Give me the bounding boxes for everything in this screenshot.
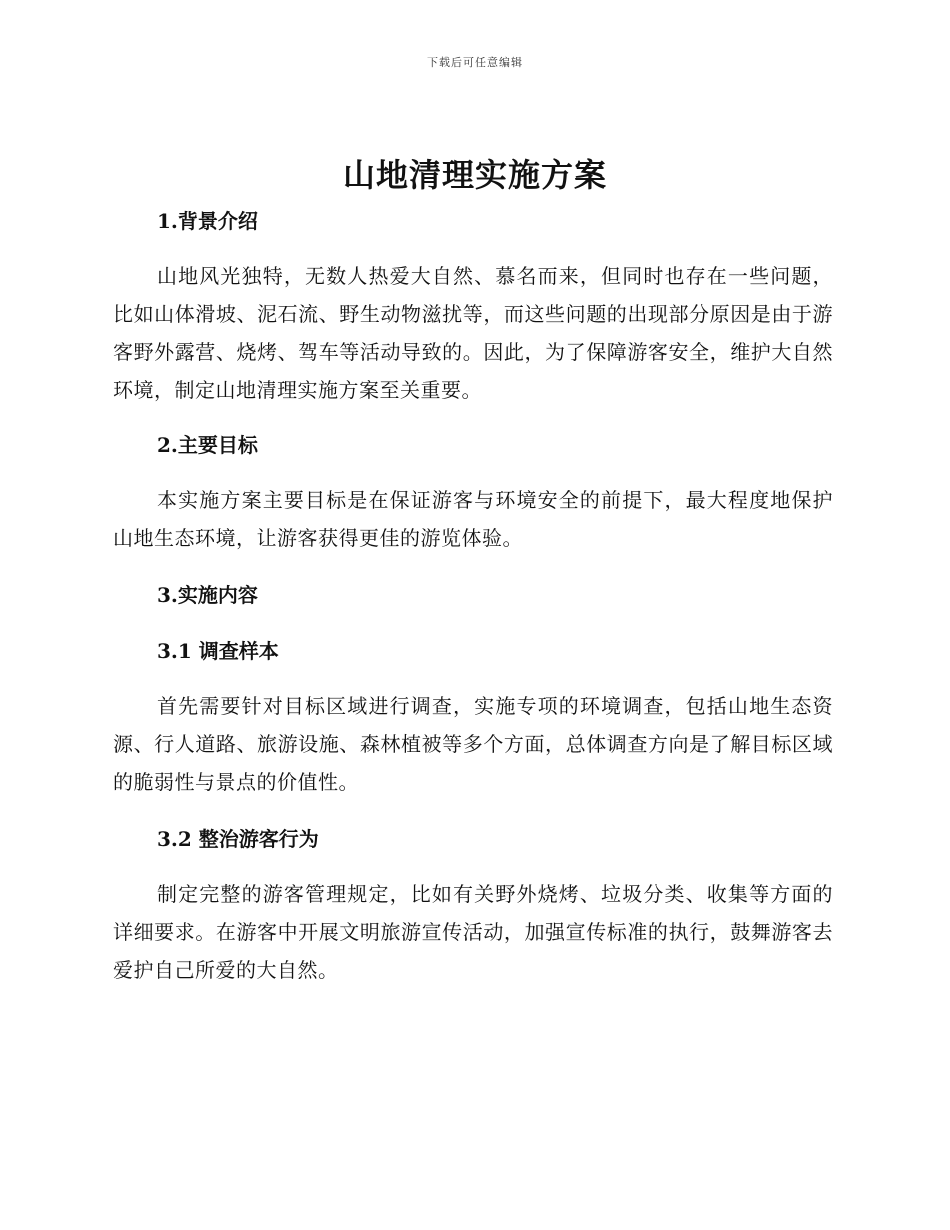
section-heading-background: 1.背景介绍 bbox=[157, 209, 258, 233]
section-heading-visitor-behavior: 3.2 整治游客行为 bbox=[157, 827, 319, 851]
section-heading-survey: 3.1 调查样本 bbox=[157, 639, 279, 663]
section-heading-main-goals: 2.主要目标 bbox=[157, 433, 258, 457]
section-paragraph-survey: 首先需要针对目标区域进行调查，实施专项的环境调查，包括山地生态资源、行人道路、旅游设施、森林植被等多个方面，总体调查方向是了解目标区域的脆弱性与景点的价值性。 bbox=[113, 694, 833, 794]
section-heading-implementation: 3.实施内容 bbox=[157, 583, 258, 607]
section-paragraph-main-goals: 本实施方案主要目标是在保证游客与环境安全的前提下，最大程度地保护山地生态环境，让游客获得更佳的游览体验。 bbox=[113, 488, 833, 550]
document-body bbox=[113, 200, 833, 989]
page-header: 下载后可任意编辑 bbox=[427, 56, 523, 69]
section-paragraph-background: 山地风光独特，无数人热爱大自然、慕名而来，但同时也存在一些问题，比如山体滑坡、泥石流、野生动物滋扰等，而这些问题的出现部分原因是由于游客野外露营、烧烤、驾车等活动导致的。因此，为了保障游客安全，维护大自然环境，制定山地清理实施方案至关重要。 bbox=[113, 264, 833, 402]
section-paragraph-visitor-behavior: 制定完整的游客管理规定，比如有关野外烧烤、垃圾分类、收集等方面的详细要求。在游客中开展文明旅游宣传活动，加强宣传标准的执行，鼓舞游客去爱护自己所爱的大自然。 bbox=[113, 882, 833, 982]
document-title: 山地清理实施方案 bbox=[342, 156, 607, 194]
